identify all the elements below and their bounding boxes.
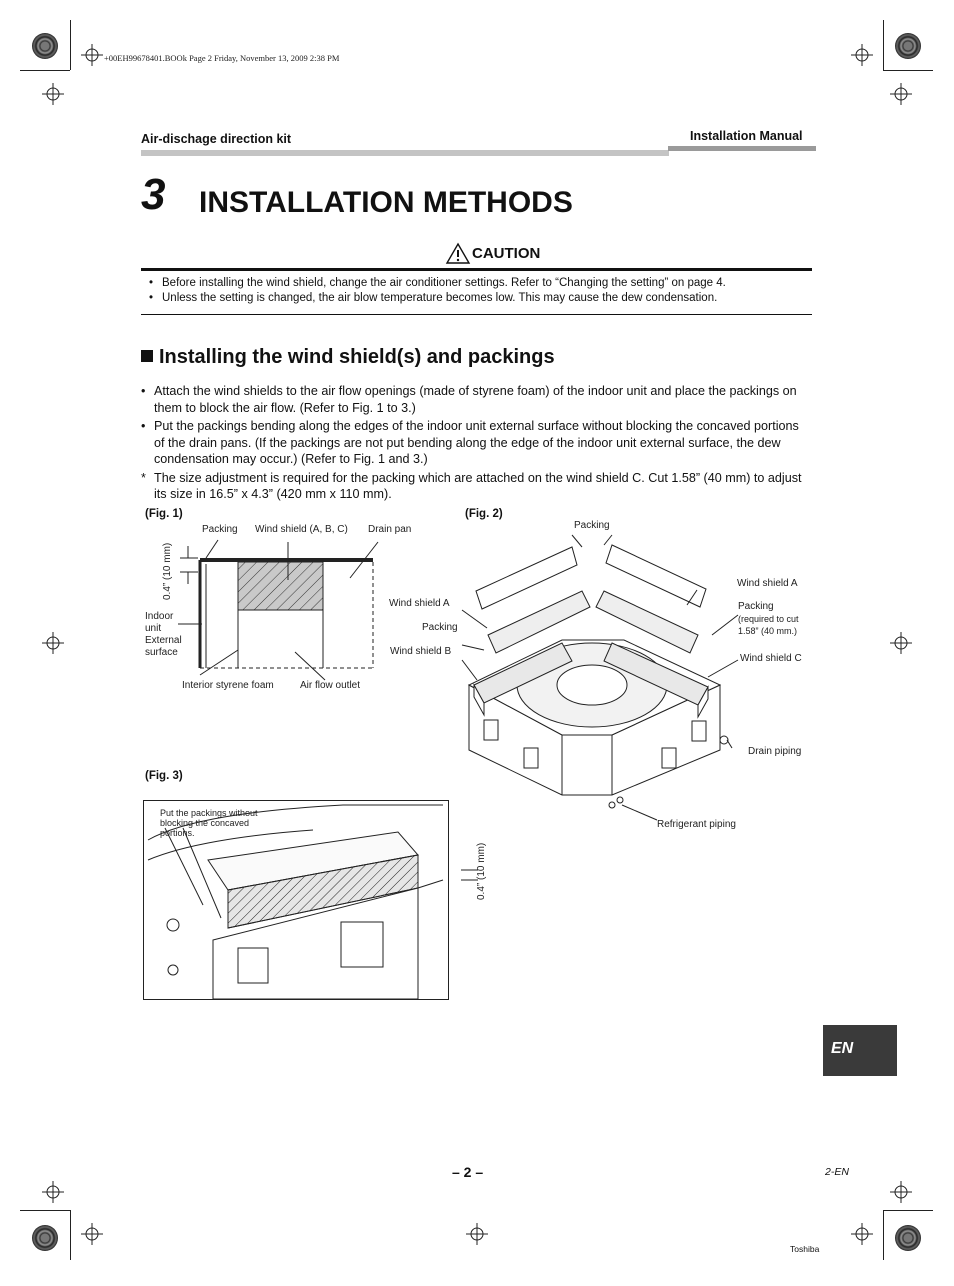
instruction-item: • Attach the wind shields to the air flow openings (made of styrene foam) of the indoor unit and place the packings on them to block the air flow. (Refer to Fig. 1 to 3.) <box>141 384 797 415</box>
fig2-wind-shield-c-callout: Wind shield C <box>740 653 802 664</box>
language-tab-label: EN <box>831 1040 854 1057</box>
fig2-wind-shield-a-left-callout: Wind shield A <box>389 598 450 609</box>
chapter-number: 3 <box>141 170 166 219</box>
fig2-packing-right-note: 1.58” (40 mm.) <box>738 626 798 636</box>
fig1-external-surface-label: External <box>145 635 182 646</box>
fig2-packing-right-callout: Packing <box>738 601 774 612</box>
fig2-drain-piping-callout: Drain piping <box>748 746 802 757</box>
square-bullet-icon <box>141 350 153 362</box>
fig3-note: portions. <box>160 828 195 838</box>
fig1-label: (Fig. 1) <box>145 508 183 520</box>
header-product: Air-dischage direction kit <box>141 132 292 146</box>
fig1-indoor-unit-label: Indoor <box>145 611 174 622</box>
caution-rule-top <box>141 268 812 271</box>
header-manual-title: Installation Manual <box>690 129 803 143</box>
fig2-label: (Fig. 2) <box>465 508 503 520</box>
page-number: – 2 – <box>452 1164 484 1180</box>
fig2-wind-shield-b-callout: Wind shield B <box>390 646 452 657</box>
caution-rule-bottom <box>141 314 812 315</box>
section-heading <box>141 346 555 369</box>
file-stamp: +00EH99678401.BOOk Page 2 Friday, November 13, 2009 2:38 PM <box>104 53 340 63</box>
fig1-interior-foam-callout: Interior styrene foam <box>182 680 274 691</box>
fig2-refrigerant-piping-callout: Refrigerant piping <box>657 819 736 830</box>
section-title: Installing the wind shield(s) and packings <box>159 346 555 368</box>
fig2-packing-top-callout: Packing <box>574 520 610 531</box>
header-rule-accent <box>668 146 816 151</box>
fig1-cross-section-diagram <box>140 520 380 695</box>
fig1-wind-shield-callout: Wind shield (A, B, C) <box>255 524 348 535</box>
fig1-external-surface-label: surface <box>145 647 178 658</box>
caution-label: CAUTION <box>472 245 541 262</box>
instruction-item: * The size adjustment is required for the packing which are attached on the wind shield C. Cut 1.58” (40 mm) to adjust its size in 16.5” x 4.3” (420 mm x 110 mm). <box>141 470 802 501</box>
chapter-title: INSTALLATION METHODS <box>199 186 573 219</box>
instruction-item: • Put the packings bending along the edges of the indoor unit external surface without blocking the concaved portions of the drain pans. (If the packings are not put bending along the edge of the indoor unit external surface, the dew condensation may occur.) (Refer to Fig. 1 and 3.) <box>141 419 799 466</box>
fig3-note: blocking the concaved <box>160 818 250 828</box>
fig1-air-flow-outlet-callout: Air flow outlet <box>300 680 361 691</box>
fig3-note: Put the packings without <box>160 808 258 818</box>
instruction-list <box>141 383 811 505</box>
fig3-dimension-label: 0.4” (10 mm) <box>476 842 487 900</box>
brand-name: Toshiba <box>790 1244 820 1254</box>
fig2-packing-left-callout: Packing <box>422 622 458 633</box>
fig1-packing-callout: Packing <box>202 524 238 535</box>
page-reference: 2-EN <box>825 1166 849 1178</box>
fig2-isometric-unit-diagram <box>462 535 762 835</box>
fig2-wind-shield-a-right-callout: Wind shield A <box>737 578 798 589</box>
caution-item: • Unless the setting is changed, the air blow temperature becomes low. This may cause the dew condensation. <box>149 291 809 306</box>
caution-list <box>149 276 809 306</box>
caution-item: • Before installing the wind shield, change the air conditioner settings. Refer to “Changing the setting” on page 4. <box>149 276 809 291</box>
fig3-label: (Fig. 3) <box>145 770 183 782</box>
fig1-drain-pan-callout: Drain pan <box>368 524 412 535</box>
header-rule <box>141 150 669 156</box>
fig1-dimension-label: 0.4” (10 mm) <box>162 542 173 600</box>
fig2-packing-right-note: (required to cut <box>738 614 799 624</box>
fig1-indoor-unit-label: unit <box>145 623 162 634</box>
language-tab <box>823 1025 897 1076</box>
